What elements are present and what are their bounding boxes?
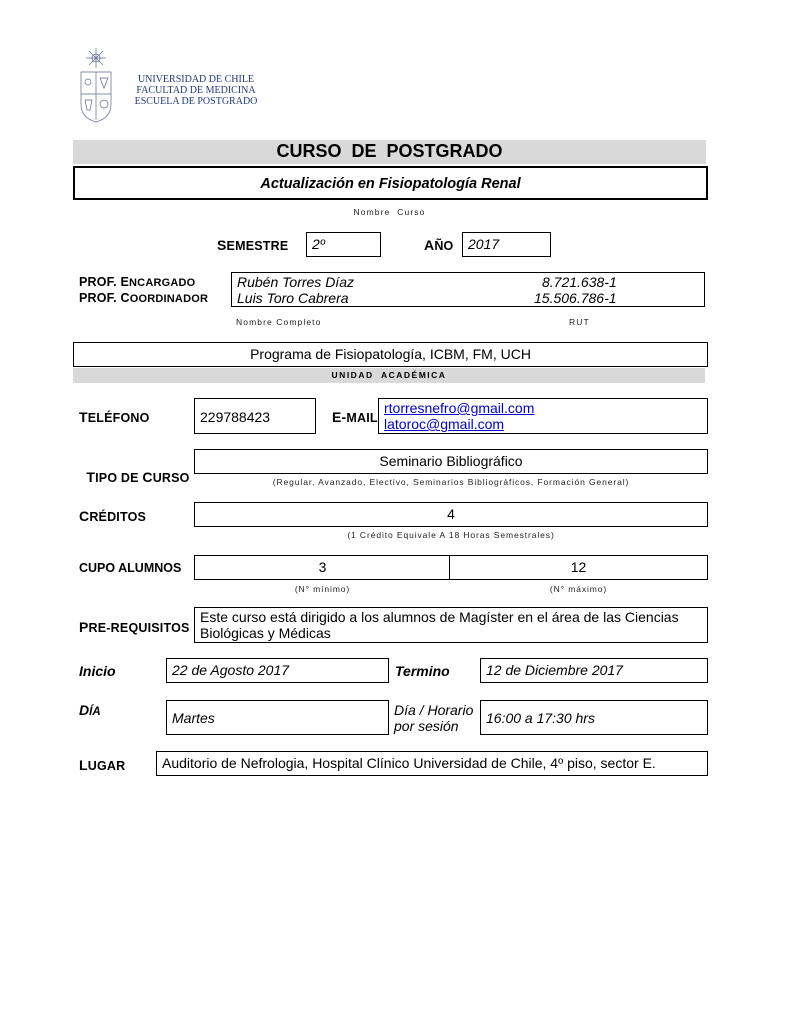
course-name-value: Actualización en Fisiopatología Renal bbox=[260, 176, 521, 192]
year-label: AÑO bbox=[424, 237, 454, 253]
phone-field bbox=[194, 398, 316, 434]
university-crest-logo bbox=[78, 46, 114, 124]
prof-encargado-name: Rubén Torres Díaz bbox=[237, 274, 354, 290]
semester-label: SEMESTRE bbox=[217, 237, 289, 253]
prof-encargado-rut: 8.721.638-1 bbox=[542, 274, 617, 290]
academic-unit-field bbox=[73, 342, 708, 367]
prereq-value-line1: Este curso está dirigido a los alumnos de Magíster en el área de las Ciencias bbox=[200, 609, 679, 625]
day-field bbox=[166, 700, 389, 735]
email-label: E-MAIL bbox=[332, 409, 378, 425]
credits-label: CRÉDITOS bbox=[79, 508, 147, 524]
place-field bbox=[156, 751, 708, 776]
prereq-label: PRE-REQUISITOS bbox=[79, 619, 190, 635]
end-value: 12 de Diciembre 2017 bbox=[486, 662, 623, 678]
name-caption: Nombre Completo bbox=[236, 317, 322, 327]
credits-caption: (1 Crédito Equivale A 18 Horas Semestrales) bbox=[347, 530, 555, 540]
year-field bbox=[462, 232, 551, 257]
phone-value: 229788423 bbox=[200, 409, 271, 425]
start-label: Inicio bbox=[79, 663, 116, 679]
email-link-1[interactable]: rtorresnefro@gmail.com bbox=[384, 400, 535, 416]
time-label: Día / Horario por sesión bbox=[394, 702, 474, 734]
prof-coordinador-name: Luis Toro Cabrera bbox=[237, 290, 349, 306]
course-name-caption: Nombre Curso bbox=[353, 207, 426, 217]
quota-min-caption: (N° mínimo) bbox=[294, 584, 351, 594]
phone-label: TELÉFONO bbox=[79, 409, 150, 425]
prof-coordinador-label: PROF. COORDINADOR bbox=[79, 291, 209, 305]
prof-encargado-label: PROF. ENCARGADO bbox=[79, 275, 196, 289]
day-label: DÍA bbox=[79, 702, 101, 718]
course-type-caption: (Regular, Avanzado, Electivo, Seminarios Bibliográficos, Formación General) bbox=[272, 477, 630, 487]
quota-max-caption: (N° máximo) bbox=[549, 584, 608, 594]
day-value: Martes bbox=[172, 710, 215, 726]
end-field bbox=[480, 658, 708, 683]
prereq-field bbox=[194, 607, 708, 643]
place-value: Auditorio de Nefrologia, Hospital Clínico Universidad de Chile, 4º piso, sector E. bbox=[162, 755, 656, 771]
course-type-value: Seminario Bibliográfico bbox=[379, 453, 523, 469]
quota-min-field bbox=[194, 555, 451, 580]
semester-value: 2º bbox=[312, 236, 325, 252]
rut-caption: RUT bbox=[569, 317, 590, 327]
school-name: ESCUELA DE POSTGRADO bbox=[134, 96, 258, 107]
faculty-name: FACULTAD DE MEDICINA bbox=[136, 85, 256, 96]
quota-label: CUPO ALUMNOS bbox=[79, 561, 182, 575]
course-name-field bbox=[73, 166, 708, 200]
quota-min-value: 3 bbox=[318, 559, 327, 575]
credits-field bbox=[194, 502, 708, 527]
course-type-label: TIPO DE CURSO bbox=[86, 469, 190, 485]
start-value: 22 de Agosto 2017 bbox=[172, 662, 290, 678]
quota-max-value: 12 bbox=[570, 559, 587, 575]
email-link-2[interactable]: latoroc@gmail.com bbox=[384, 416, 505, 432]
time-field bbox=[480, 700, 708, 735]
academic-unit-value: Programa de Fisiopatología, ICBM, FM, UCH bbox=[250, 346, 531, 362]
course-type-field bbox=[194, 449, 708, 474]
semester-field bbox=[306, 232, 381, 257]
prof-coordinador-rut: 15.506.786-1 bbox=[534, 290, 617, 306]
end-label: Termino bbox=[395, 663, 450, 679]
professors-field bbox=[231, 272, 705, 307]
place-label: LUGAR bbox=[79, 757, 126, 773]
page-title: CURSO DE POSTGRADO bbox=[276, 141, 503, 161]
university-name: UNIVERSIDAD DE CHILE bbox=[137, 74, 255, 85]
credits-value: 4 bbox=[447, 506, 455, 522]
time-value: 16:00 a 17:30 hrs bbox=[486, 710, 595, 726]
university-header bbox=[128, 74, 264, 107]
academic-unit-label: UNIDAD ACADÉMICA bbox=[331, 370, 447, 380]
year-value: 2017 bbox=[468, 236, 500, 252]
email-field bbox=[378, 398, 708, 434]
quota-max-field bbox=[449, 555, 708, 580]
start-field bbox=[166, 658, 389, 683]
prereq-value-line2: Biológicas y Médicas bbox=[200, 625, 331, 641]
